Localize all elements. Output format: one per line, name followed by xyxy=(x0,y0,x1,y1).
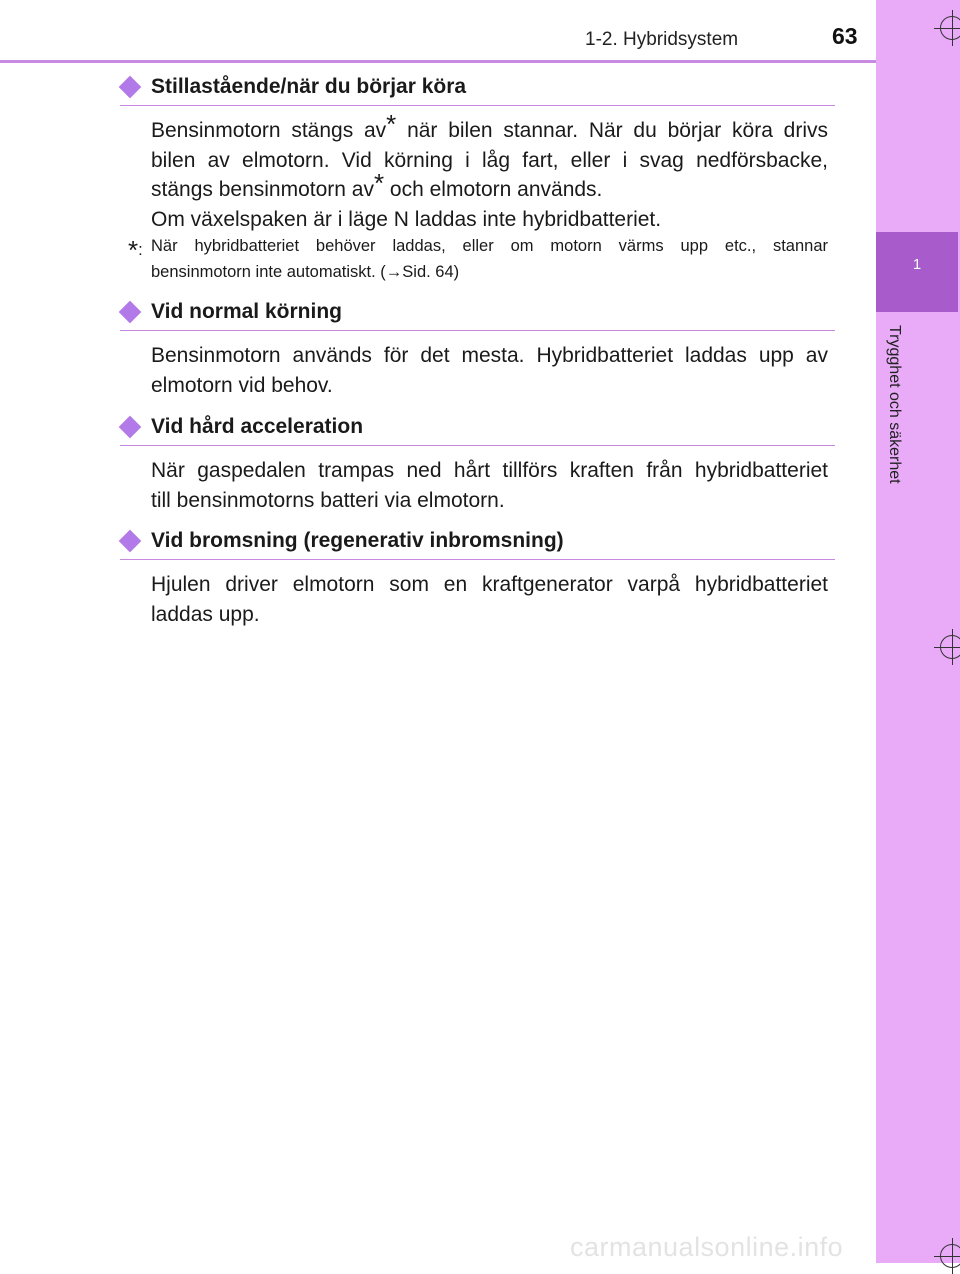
watermark: carmanualsonline.info xyxy=(570,1232,844,1262)
header-rule xyxy=(0,60,876,63)
footnote-marker: *: xyxy=(128,235,143,265)
section-heading-hard-acceleration xyxy=(120,411,835,446)
heading-text: Vid bromsning (regenerativ inbromsning) xyxy=(151,529,564,552)
diamond-icon xyxy=(119,416,142,439)
chapter-number: 1 xyxy=(912,256,922,273)
heading-text: Vid hård acceleration xyxy=(151,415,364,438)
paragraph-line: Bensinmotorn används för det mesta. Hybridbatteriet laddas upp av xyxy=(151,344,828,367)
paragraph-line: bilen av elmotorn. Vid körning i låg fart, eller i svag nedförsbacke, xyxy=(151,148,828,172)
diamond-icon xyxy=(119,301,142,324)
diamond-icon xyxy=(119,76,142,99)
section-title: 1-2. Hybridsystem xyxy=(585,29,739,50)
footnote-line: bensinmotorn inte automatiskt. (→Sid. 64) xyxy=(151,263,460,281)
section-heading-normal-driving xyxy=(120,296,835,331)
paragraph-line: Om växelspaken är i läge N laddas inte hybridbatteriet. xyxy=(151,207,662,231)
section-heading-stationary xyxy=(120,71,835,106)
paragraph-hard-acceleration xyxy=(151,456,828,515)
page-number: 63 xyxy=(832,23,858,49)
paragraph-line: Hjulen driver elmotorn som en kraftgenerator varpå hybridbatteriet xyxy=(151,573,828,596)
paragraph-normal-driving xyxy=(151,341,828,400)
asterisk-marker: * xyxy=(373,168,385,198)
heading-text: Stillastående/när du börjar köra xyxy=(151,75,467,98)
asterisk-marker: * xyxy=(386,109,397,139)
footnote-text xyxy=(151,233,828,285)
paragraph-line: Bensinmotorn stängs av* när bilen stannar. När du börjar köra drivs xyxy=(151,109,828,142)
paragraph-braking xyxy=(151,570,828,629)
chapter-sidebar xyxy=(876,0,960,1263)
paragraph-line: elmotorn vid behov. xyxy=(151,373,333,397)
diamond-icon xyxy=(119,530,142,553)
paragraph-line: stängs bensinmotorn av* och elmotorn används. xyxy=(151,168,603,201)
heading-text: Vid normal körning xyxy=(151,300,342,323)
section-heading-braking xyxy=(120,525,835,560)
paragraph-line: När gaspedalen trampas ned hårt tillförs kraften från hybridbatteriet xyxy=(151,459,828,482)
chapter-title: Trygghet och säkerhet xyxy=(886,325,903,484)
paragraph-line: till bensinmotorns batteri via elmotorn. xyxy=(151,488,505,512)
paragraph-line: laddas upp. xyxy=(151,602,260,626)
footnote-line: När hybridbatteriet behöver laddas, eller om motorn värms upp etc., stannar xyxy=(151,237,828,255)
paragraph-stationary xyxy=(151,109,828,234)
